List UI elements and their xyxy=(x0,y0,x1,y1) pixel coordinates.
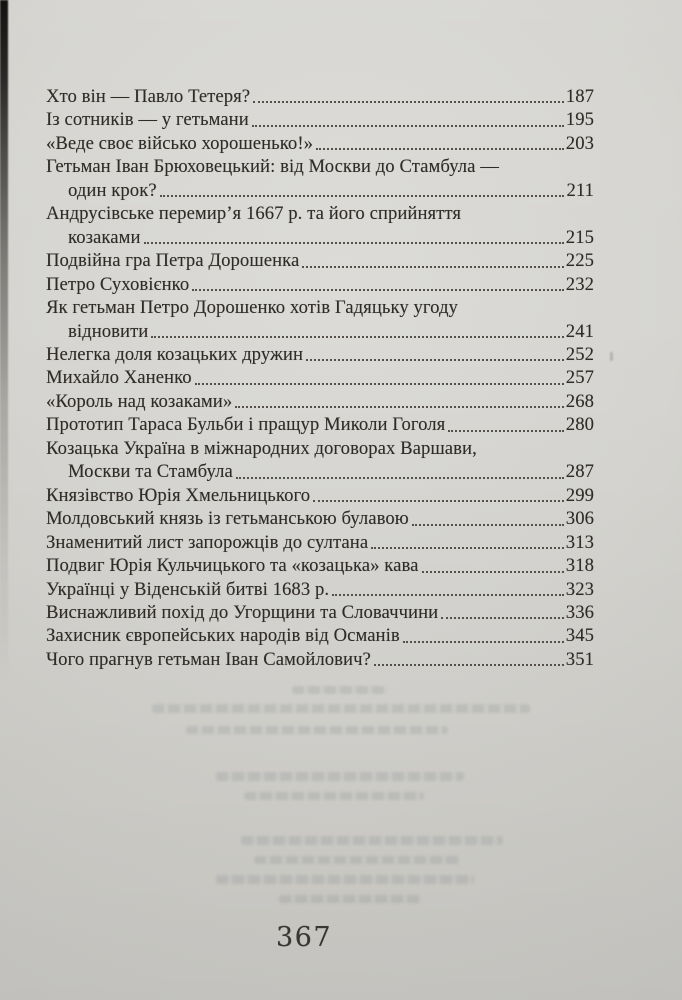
toc-entry-page-number: 351 xyxy=(565,648,594,670)
toc-entry-title: Петро Суховієнко xyxy=(46,273,190,295)
toc-entry-title: Андрусівське перемир’я 1667 р. та його сприйняття xyxy=(46,203,462,225)
dot-leader xyxy=(160,195,565,197)
toc-entry-title: «Король над козаками» xyxy=(46,390,233,412)
bleedthrough-line xyxy=(216,875,474,884)
toc-entry xyxy=(46,437,594,484)
toc-entry-page-number: 215 xyxy=(565,226,594,248)
toc-entry-title: Із сотників — у гетьмани xyxy=(46,109,249,131)
toc-entry-title-continued: Москви та Стамбула xyxy=(68,461,233,483)
toc-entry-title: Подвиг Юрія Кульчицького та «козацька» кава xyxy=(46,555,419,577)
table-of-contents xyxy=(46,85,594,671)
toc-entry xyxy=(46,578,594,601)
toc-entry-page-number: 203 xyxy=(565,132,594,154)
toc-entry-title: Михайло Ханенко xyxy=(46,367,192,389)
bleedthrough-line xyxy=(216,772,464,781)
toc-entry xyxy=(46,624,594,647)
toc-entry-page-number: 318 xyxy=(565,555,594,577)
dot-leader xyxy=(151,336,563,338)
dot-leader xyxy=(253,101,564,103)
dot-leader xyxy=(236,477,564,479)
dot-leader xyxy=(302,266,563,268)
toc-entry-page-number: 187 xyxy=(565,86,594,107)
toc-entry-page-number: 306 xyxy=(565,508,594,530)
toc-entry xyxy=(46,343,594,366)
dot-leader xyxy=(374,664,564,666)
toc-entry-page-number: 211 xyxy=(566,179,594,201)
toc-entry-page-number: 336 xyxy=(565,601,594,623)
toc-entry xyxy=(46,601,594,624)
dot-leader xyxy=(144,242,564,244)
toc-entry-title: Козацька Україна в міжнародних договорах Варшави, xyxy=(46,437,477,459)
toc-entry-title: Молдовський князь із гетьманською булавою xyxy=(46,508,409,530)
dot-leader xyxy=(313,500,564,502)
toc-entry xyxy=(46,296,594,343)
toc-entry xyxy=(46,648,594,671)
toc-entry-title: Знаменитий лист запорожців до султана xyxy=(46,531,369,553)
toc-entry xyxy=(46,155,594,202)
toc-entry-title: Хто він — Павло Тетеря? xyxy=(46,86,251,107)
toc-entry xyxy=(46,366,594,389)
toc-entry-title-continued: відновити xyxy=(68,320,149,342)
toc-entry-title: Як гетьман Петро Дорошенко хотів Гадяцьку угоду xyxy=(46,297,458,319)
toc-entry-page-number: 299 xyxy=(565,484,594,506)
toc-entry-page-number: 313 xyxy=(565,531,594,553)
bleedthrough-line xyxy=(292,686,388,694)
toc-entry-title: Нелегка доля козацьких дружин xyxy=(46,343,304,365)
toc-entry-title-continued: козаками xyxy=(68,226,141,248)
photo-artifact-speck xyxy=(610,352,613,361)
dot-leader xyxy=(371,547,564,549)
toc-entry-title: Подвійна гра Петра Дорошенка xyxy=(46,250,300,272)
toc-entry-title: Чого прагнув гетьман Іван Самойлович? xyxy=(46,648,371,670)
bleedthrough-line xyxy=(244,792,424,800)
toc-entry-page-number: 280 xyxy=(565,414,594,436)
toc-entry-title: Захисник європейських народів від Османів xyxy=(46,625,400,647)
bleedthrough-line xyxy=(279,895,421,903)
dot-leader xyxy=(306,359,564,361)
toc-entry-page-number: 323 xyxy=(565,578,594,600)
dot-leader xyxy=(252,125,564,127)
dot-leader xyxy=(441,617,564,619)
bleedthrough-line xyxy=(241,836,503,845)
toc-entry xyxy=(46,507,594,530)
toc-entry-page-number: 287 xyxy=(565,461,594,483)
toc-entry-title-continued: один крок? xyxy=(68,179,157,201)
toc-entry xyxy=(46,108,594,131)
dot-leader xyxy=(448,430,563,432)
dot-leader xyxy=(332,594,564,596)
toc-entry xyxy=(46,554,594,577)
toc-entry-page-number: 252 xyxy=(565,343,594,365)
bleedthrough-line xyxy=(254,856,460,864)
dot-leader xyxy=(422,571,564,573)
bleedthrough-line xyxy=(186,726,448,734)
toc-entry xyxy=(46,249,594,272)
toc-entry-title: Прототип Тараса Бульби і пращур Миколи Гоголя xyxy=(46,414,446,436)
toc-entry xyxy=(46,390,594,413)
toc-entry xyxy=(46,132,594,155)
toc-entry-page-number: 232 xyxy=(565,273,594,295)
toc-entry-page-number: 225 xyxy=(565,250,594,272)
toc-entry xyxy=(46,202,594,249)
toc-entry-title: Українці у Віденській битві 1683 р. xyxy=(46,578,330,600)
toc-entry-title: «Веде своє військо хорошенько!» xyxy=(46,132,314,154)
dot-leader xyxy=(412,524,564,526)
toc-entry-page-number: 195 xyxy=(565,109,594,131)
toc-entry xyxy=(46,531,594,554)
toc-entry xyxy=(46,413,594,436)
dot-leader xyxy=(235,406,564,408)
toc-entry-title: Гетьман Іван Брюховецький: від Москви до Стамбула — xyxy=(46,156,499,178)
dot-leader xyxy=(195,383,564,385)
page-number: 367 xyxy=(275,922,333,953)
toc-entry-title: Князівство Юрія Хмельницького xyxy=(46,484,311,506)
toc-entry xyxy=(46,484,594,507)
page-gutter-shadow xyxy=(0,0,8,780)
toc-entry-page-number: 257 xyxy=(565,367,594,389)
toc-entry-page-number: 345 xyxy=(565,625,594,647)
toc-entry xyxy=(46,85,594,108)
dot-leader xyxy=(316,148,564,150)
toc-entry-page-number: 268 xyxy=(565,390,594,412)
toc-entry-title: Виснажливий похід до Угорщини та Словаччини xyxy=(46,601,439,623)
dot-leader xyxy=(403,641,564,643)
toc-entry-page-number: 241 xyxy=(565,320,594,342)
dot-leader xyxy=(192,289,564,291)
toc-entry xyxy=(46,273,594,296)
bleedthrough-line xyxy=(152,704,530,713)
